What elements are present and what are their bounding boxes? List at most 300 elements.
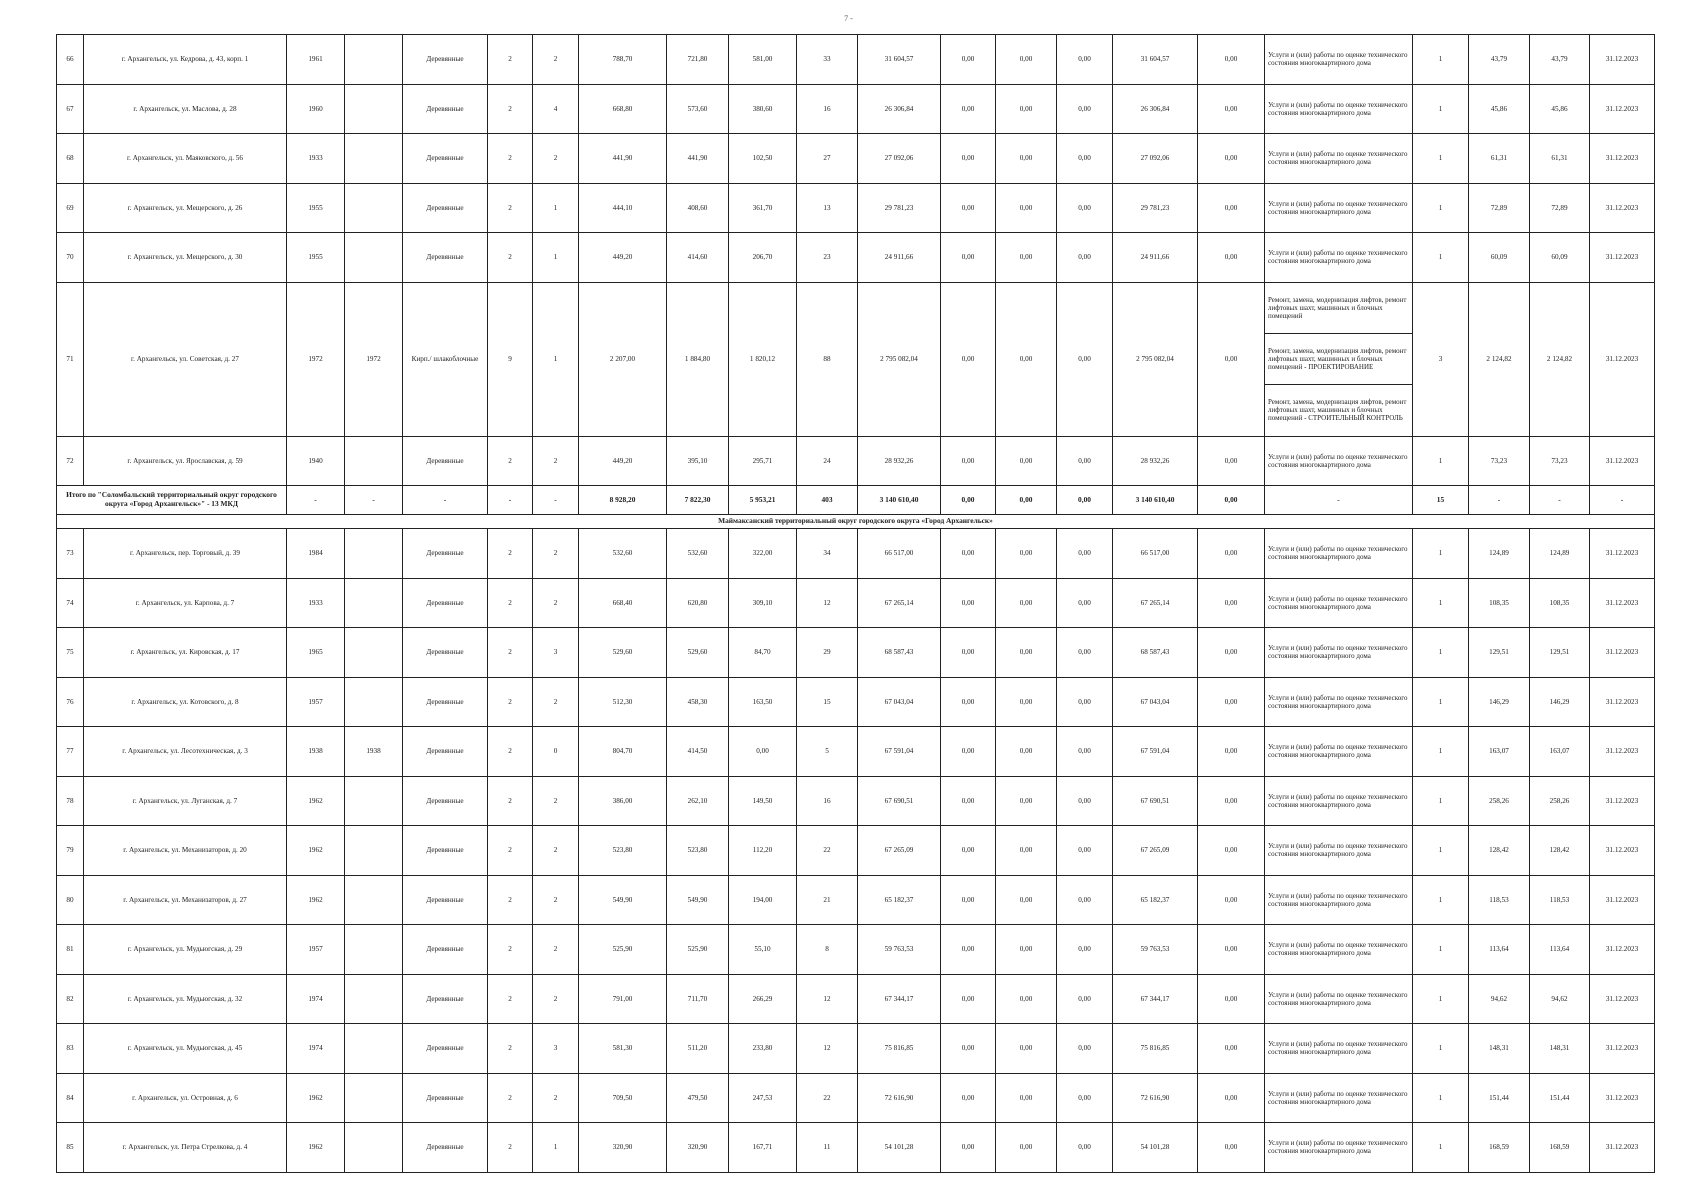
fund-2-cell: 0,00 [996,875,1057,925]
address-cell: г. Архангельск, ул. Островная, д. 6 [84,1073,287,1123]
area-living-cell: 320,90 [667,1123,729,1173]
area-living-cell: 523,80 [667,826,729,876]
wall-material-cell: Деревянные [403,628,488,678]
residents-cell: 21 [797,875,858,925]
year-built-cell: 1974 [287,974,345,1024]
work-type-cell: Услуги и (или) работы по оценке технического состояния многоквартирного дома [1265,233,1413,283]
row-number: 80 [57,875,84,925]
year-reconstruction-cell [345,1024,403,1074]
fund-1-cell: 0,00 [941,677,996,727]
owners-funds-cell: 67 690,51 [1113,776,1198,826]
work-type-cell: Услуги и (или) работы по оценке технического состояния многоквартирного дома [1265,875,1413,925]
work-type-2: Ремонт, замена, модернизация лифтов, ремонт лифтовых шахт, машинных и блочных помещений - ПРОЕКТИРОВАНИЕ [1265,334,1412,385]
table-row [57,776,1655,826]
quantity-cell: 1 [1413,677,1469,727]
entrances-cell: 2 [533,578,579,628]
work-types-cell [1265,282,1413,436]
subtotal-owners-funds: 3 140 610,40 [1113,486,1198,515]
residents-cell: 12 [797,578,858,628]
quantity-cell: 1 [1413,578,1469,628]
other-funds-cell: 0,00 [1198,84,1265,134]
fund-2-cell: 0,00 [996,727,1057,777]
unit-cost-limit-cell: 168,59 [1530,1123,1590,1173]
owners-funds-cell: 72 616,90 [1113,1073,1198,1123]
work-type-cell: Услуги и (или) работы по оценке технического состояния многоквартирного дома [1265,134,1413,184]
area-total-cell: 2 207,00 [579,282,667,436]
subtotal-dash: - [403,486,488,515]
quantity-cell: 1 [1413,183,1469,233]
cost-total-cell: 67 690,51 [858,776,941,826]
area-residential-cell: 581,00 [729,35,797,85]
cost-total-cell: 29 781,23 [858,183,941,233]
area-total-cell: 386,00 [579,776,667,826]
area-residential-cell: 194,00 [729,875,797,925]
wall-material-cell: Деревянные [403,35,488,85]
fund-3-cell: 0,00 [1057,628,1113,678]
unit-cost-cell: 94,62 [1469,974,1530,1024]
fund-2-cell: 0,00 [996,436,1057,486]
fund-1-cell: 0,00 [941,1073,996,1123]
area-total-cell: 529,60 [579,628,667,678]
fund-2-cell: 0,00 [996,529,1057,579]
row-number: 83 [57,1024,84,1074]
fund-3-cell: 0,00 [1057,529,1113,579]
wall-material-cell: Деревянные [403,875,488,925]
other-funds-cell: 0,00 [1198,677,1265,727]
area-living-cell: 441,90 [667,134,729,184]
subtotal-label: Итого по "Соломбальский территориальный округ городского округа «Город Архангельск»" - 13 МКД [57,486,287,515]
year-reconstruction-cell [345,134,403,184]
row-number: 66 [57,35,84,85]
table-row [57,436,1655,486]
fund-3-cell: 0,00 [1057,974,1113,1024]
row-number: 84 [57,1073,84,1123]
year-reconstruction-cell [345,875,403,925]
unit-cost-cell: 146,29 [1469,677,1530,727]
year-reconstruction-cell [345,826,403,876]
residents-cell: 15 [797,677,858,727]
subtotal-work: - [1265,486,1413,515]
address-cell: г. Архангельск, ул. Мещерского, д. 30 [84,233,287,283]
floors-cell: 2 [488,925,533,975]
fund-2-cell: 0,00 [996,826,1057,876]
row-number: 76 [57,677,84,727]
unit-cost-cell: 61,31 [1469,134,1530,184]
wall-material-cell: Деревянные [403,529,488,579]
fund-1-cell: 0,00 [941,727,996,777]
year-built-cell: 1961 [287,35,345,85]
entrances-cell: 2 [533,925,579,975]
area-living-cell: 408,60 [667,183,729,233]
row-number: 79 [57,826,84,876]
year-built-cell: 1984 [287,529,345,579]
residents-cell: 22 [797,1073,858,1123]
work-type-cell: Услуги и (или) работы по оценке технического состояния многоквартирного дома [1265,974,1413,1024]
owners-funds-cell: 24 911,66 [1113,233,1198,283]
work-type-cell: Услуги и (или) работы по оценке технического состояния многоквартирного дома [1265,925,1413,975]
wall-material-cell: Деревянные [403,134,488,184]
wall-material-cell: Деревянные [403,925,488,975]
cost-total-cell: 75 816,85 [858,1024,941,1074]
unit-cost-cell: 113,64 [1469,925,1530,975]
cost-total-cell: 67 344,17 [858,974,941,1024]
area-residential-cell: 84,70 [729,628,797,678]
year-built-cell: 1955 [287,233,345,283]
capital-repair-register-table [56,34,1655,1173]
year-built-cell: 1938 [287,727,345,777]
quantity-cell: 1 [1413,1123,1469,1173]
cost-total-cell: 28 932,26 [858,436,941,486]
area-total-cell: 804,70 [579,727,667,777]
subtotal-area-residential: 5 953,21 [729,486,797,515]
table-row [57,1123,1655,1173]
fund-1-cell: 0,00 [941,1123,996,1173]
quantity-cell: 1 [1413,84,1469,134]
fund-2-cell: 0,00 [996,628,1057,678]
cost-total-cell: 68 587,43 [858,628,941,678]
subtotal-fund-2: 0,00 [996,486,1057,515]
fund-3-cell: 0,00 [1057,35,1113,85]
floors-cell: 2 [488,1073,533,1123]
year-reconstruction-cell [345,1123,403,1173]
unit-cost-limit-cell: 94,62 [1530,974,1590,1024]
cost-total-cell: 72 616,90 [858,1073,941,1123]
row-number: 68 [57,134,84,184]
table-row [57,1073,1655,1123]
other-funds-cell: 0,00 [1198,628,1265,678]
fund-3-cell: 0,00 [1057,677,1113,727]
area-total-cell: 449,20 [579,436,667,486]
wall-material-cell: Деревянные [403,436,488,486]
row-number: 72 [57,436,84,486]
unit-cost-limit-cell: 60,09 [1530,233,1590,283]
cost-total-cell: 67 265,09 [858,826,941,876]
area-living-cell: 620,80 [667,578,729,628]
unit-cost-cell: 118,53 [1469,875,1530,925]
owners-funds-cell: 2 795 082,04 [1113,282,1198,436]
cost-total-cell: 24 911,66 [858,233,941,283]
area-living-cell: 529,60 [667,628,729,678]
fund-1-cell: 0,00 [941,925,996,975]
other-funds-cell: 0,00 [1198,1123,1265,1173]
unit-cost-cell: 73,23 [1469,436,1530,486]
year-built-cell: 1957 [287,677,345,727]
row-number: 77 [57,727,84,777]
area-total-cell: 709,50 [579,1073,667,1123]
fund-2-cell: 0,00 [996,233,1057,283]
year-reconstruction-cell [345,628,403,678]
address-cell: г. Архангельск, ул. Маяковского, д. 56 [84,134,287,184]
address-cell: г. Архангельск, ул. Луганская, д. 7 [84,776,287,826]
area-residential-cell: 206,70 [729,233,797,283]
floors-cell: 2 [488,529,533,579]
subtotal-cost-total: 3 140 610,40 [858,486,941,515]
residents-cell: 5 [797,727,858,777]
wall-material-cell: Деревянные [403,974,488,1024]
residents-cell: 11 [797,1123,858,1173]
floors-cell: 2 [488,578,533,628]
unit-cost-limit-cell: 43,79 [1530,35,1590,85]
year-built-cell: 1940 [287,436,345,486]
work-type-cell: Услуги и (или) работы по оценке технического состояния многоквартирного дома [1265,727,1413,777]
fund-3-cell: 0,00 [1057,826,1113,876]
year-built-cell: 1933 [287,134,345,184]
residents-cell: 13 [797,183,858,233]
work-type-cell: Услуги и (или) работы по оценке технического состояния многоквартирного дома [1265,1123,1413,1173]
owners-funds-cell: 31 604,57 [1113,35,1198,85]
deadline-cell: 31.12.2023 [1590,925,1655,975]
wall-material-cell: Деревянные [403,84,488,134]
owners-funds-cell: 67 043,04 [1113,677,1198,727]
entrances-cell: 1 [533,233,579,283]
entrances-cell: 1 [533,282,579,436]
address-cell: г. Архангельск, ул. Лесотехническая, д. 3 [84,727,287,777]
area-residential-cell: 0,00 [729,727,797,777]
quantity-cell: 1 [1413,233,1469,283]
work-type-3: Ремонт, замена, модернизация лифтов, ремонт лифтовых шахт, машинных и блочных помещений - СТРОИТЕЛЬНЫЙ КОНТРОЛЬ [1268,398,1407,423]
unit-cost-limit-cell: 118,53 [1530,875,1590,925]
area-living-cell: 414,50 [667,727,729,777]
fund-1-cell: 0,00 [941,529,996,579]
row-number: 69 [57,183,84,233]
row-number: 70 [57,233,84,283]
area-residential-cell: 295,71 [729,436,797,486]
floors-cell: 2 [488,1024,533,1074]
fund-1-cell: 0,00 [941,84,996,134]
subtotal-residents: 403 [797,486,858,515]
address-cell: г. Архангельск, ул. Кировская, д. 17 [84,628,287,678]
subtotal-unit-cost-limit: - [1530,486,1590,515]
other-funds-cell: 0,00 [1198,134,1265,184]
subtotal-fund-3: 0,00 [1057,486,1113,515]
year-reconstruction-cell [345,578,403,628]
table-row [57,677,1655,727]
unit-cost-limit-cell: 45,86 [1530,84,1590,134]
area-living-cell: 395,10 [667,436,729,486]
deadline-cell: 31.12.2023 [1590,1073,1655,1123]
work-type-cell: Услуги и (или) работы по оценке технического состояния многоквартирного дома [1265,529,1413,579]
fund-2-cell: 0,00 [996,1123,1057,1173]
deadline-cell: 31.12.2023 [1590,875,1655,925]
other-funds-cell: 0,00 [1198,727,1265,777]
area-residential-cell: 149,50 [729,776,797,826]
area-residential-cell: 112,20 [729,826,797,876]
entrances-cell: 1 [533,1123,579,1173]
district-header-row [57,515,1655,529]
entrances-cell: 4 [533,84,579,134]
quantity-cell: 1 [1413,529,1469,579]
year-reconstruction-cell [345,529,403,579]
deadline-cell: 31.12.2023 [1590,84,1655,134]
deadline-cell: 31.12.2023 [1590,282,1655,436]
work-type-1: Ремонт, замена, модернизация лифтов, ремонт лифтовых шахт, машинных и блочных помещений [1265,283,1412,334]
address-cell: г. Архангельск, ул. Карпова, д. 7 [84,578,287,628]
year-built-cell: 1962 [287,1123,345,1173]
fund-3-cell: 0,00 [1057,183,1113,233]
unit-cost-limit-cell: 148,31 [1530,1024,1590,1074]
entrances-cell: 0 [533,727,579,777]
year-reconstruction-cell [345,974,403,1024]
area-living-cell: 711,70 [667,974,729,1024]
fund-2-cell: 0,00 [996,282,1057,436]
row-number: 82 [57,974,84,1024]
area-residential-cell: 102,50 [729,134,797,184]
area-living-cell: 458,30 [667,677,729,727]
owners-funds-cell: 54 101,28 [1113,1123,1198,1173]
address-cell: г. Архангельск, ул. Мудьюгская, д. 45 [84,1024,287,1074]
quantity-cell: 1 [1413,925,1469,975]
area-living-cell: 1 884,80 [667,282,729,436]
area-total-cell: 788,70 [579,35,667,85]
year-reconstruction-cell [345,925,403,975]
owners-funds-cell: 67 344,17 [1113,974,1198,1024]
owners-funds-cell: 67 265,14 [1113,578,1198,628]
table-row [57,233,1655,283]
unit-cost-cell: 128,42 [1469,826,1530,876]
fund-3-cell: 0,00 [1057,1024,1113,1074]
year-reconstruction-cell [345,776,403,826]
table-row [57,974,1655,1024]
year-built-cell: 1962 [287,875,345,925]
wall-material-cell: Деревянные [403,727,488,777]
work-type-cell: Услуги и (или) работы по оценке технического состояния многоквартирного дома [1265,436,1413,486]
row-number: 78 [57,776,84,826]
work-type-cell: Услуги и (или) работы по оценке технического состояния многоквартирного дома [1265,826,1413,876]
residents-cell: 12 [797,1024,858,1074]
unit-cost-limit-cell: 108,35 [1530,578,1590,628]
row-number: 81 [57,925,84,975]
wall-material-cell: Деревянные [403,826,488,876]
deadline-cell: 31.12.2023 [1590,727,1655,777]
quantity-cell: 1 [1413,35,1469,85]
entrances-cell: 2 [533,776,579,826]
year-built-cell: 1962 [287,776,345,826]
address-cell: г. Архангельск, ул. Мещерского, д. 26 [84,183,287,233]
area-total-cell: 444,10 [579,183,667,233]
year-built-cell: 1957 [287,925,345,975]
fund-2-cell: 0,00 [996,35,1057,85]
other-funds-cell: 0,00 [1198,35,1265,85]
subtotal-dash: - [488,486,533,515]
residents-cell: 16 [797,776,858,826]
page-number: 7 - [844,14,853,23]
year-reconstruction-cell [345,233,403,283]
wall-material-cell: Деревянные [403,578,488,628]
table-row [57,628,1655,678]
quantity-cell: 1 [1413,436,1469,486]
row-number: 75 [57,628,84,678]
year-reconstruction-cell: 1972 [345,282,403,436]
table-row [57,925,1655,975]
residents-cell: 23 [797,233,858,283]
subtotal-row [57,486,1655,515]
residents-cell: 27 [797,134,858,184]
floors-cell: 2 [488,84,533,134]
cost-total-cell: 67 043,04 [858,677,941,727]
entrances-cell: 2 [533,35,579,85]
area-living-cell: 414,60 [667,233,729,283]
unit-cost-cell: 108,35 [1469,578,1530,628]
area-total-cell: 320,90 [579,1123,667,1173]
deadline-cell: 31.12.2023 [1590,233,1655,283]
residents-cell: 8 [797,925,858,975]
deadline-cell: 31.12.2023 [1590,436,1655,486]
unit-cost-cell: 168,59 [1469,1123,1530,1173]
other-funds-cell: 0,00 [1198,233,1265,283]
deadline-cell: 31.12.2023 [1590,1123,1655,1173]
row-number: 73 [57,529,84,579]
address-cell: г. Архангельск, ул. Котовского, д. 8 [84,677,287,727]
other-funds-cell: 0,00 [1198,974,1265,1024]
row-number: 67 [57,84,84,134]
deadline-cell: 31.12.2023 [1590,183,1655,233]
solombala-rows [57,35,1655,283]
entrances-cell: 2 [533,875,579,925]
entrances-cell: 2 [533,134,579,184]
unit-cost-cell: 45,86 [1469,84,1530,134]
area-living-cell: 721,80 [667,35,729,85]
unit-cost-cell: 2 124,82 [1469,282,1530,436]
fund-1-cell: 0,00 [941,628,996,678]
area-residential-cell: 266,29 [729,974,797,1024]
year-reconstruction-cell [345,183,403,233]
fund-3-cell: 0,00 [1057,233,1113,283]
year-reconstruction-cell [345,35,403,85]
deadline-cell: 31.12.2023 [1590,529,1655,579]
fund-1-cell: 0,00 [941,974,996,1024]
cost-total-cell: 66 517,00 [858,529,941,579]
district-title: Маймаксанский территориальный округ городского округа «Город Архангельск» [57,515,1655,529]
fund-1-cell: 0,00 [941,578,996,628]
fund-1-cell: 0,00 [941,776,996,826]
year-built-cell: 1962 [287,826,345,876]
unit-cost-cell: 151,44 [1469,1073,1530,1123]
unit-cost-cell: 72,89 [1469,183,1530,233]
deadline-cell: 31.12.2023 [1590,826,1655,876]
area-residential-cell: 380,60 [729,84,797,134]
area-total-cell: 523,80 [579,826,667,876]
row-71-group [57,282,1655,436]
year-built-cell: 1965 [287,628,345,678]
table-row [57,529,1655,579]
unit-cost-cell: 258,26 [1469,776,1530,826]
address-cell: г. Архангельск, ул. Маслова, д. 28 [84,84,287,134]
other-funds-cell: 0,00 [1198,826,1265,876]
residents-cell: 34 [797,529,858,579]
cost-total-cell: 67 591,04 [858,727,941,777]
table-row [57,727,1655,777]
quantity-cell: 1 [1413,134,1469,184]
area-living-cell: 479,50 [667,1073,729,1123]
cost-total-cell: 2 795 082,04 [858,282,941,436]
cost-total-cell: 54 101,28 [858,1123,941,1173]
year-built-cell: 1962 [287,1073,345,1123]
area-living-cell: 511,20 [667,1024,729,1074]
other-funds-cell: 0,00 [1198,1073,1265,1123]
table-row-71 [57,282,1655,436]
wall-material-cell: Деревянные [403,233,488,283]
owners-funds-cell: 65 182,37 [1113,875,1198,925]
entrances-cell: 2 [533,436,579,486]
fund-2-cell: 0,00 [996,84,1057,134]
owners-funds-cell: 26 306,84 [1113,84,1198,134]
other-funds-cell: 0,00 [1198,436,1265,486]
entrances-cell: 2 [533,677,579,727]
year-built-cell: 1972 [287,282,345,436]
area-total-cell: 668,40 [579,578,667,628]
fund-2-cell: 0,00 [996,677,1057,727]
unit-cost-limit-cell: 128,42 [1530,826,1590,876]
